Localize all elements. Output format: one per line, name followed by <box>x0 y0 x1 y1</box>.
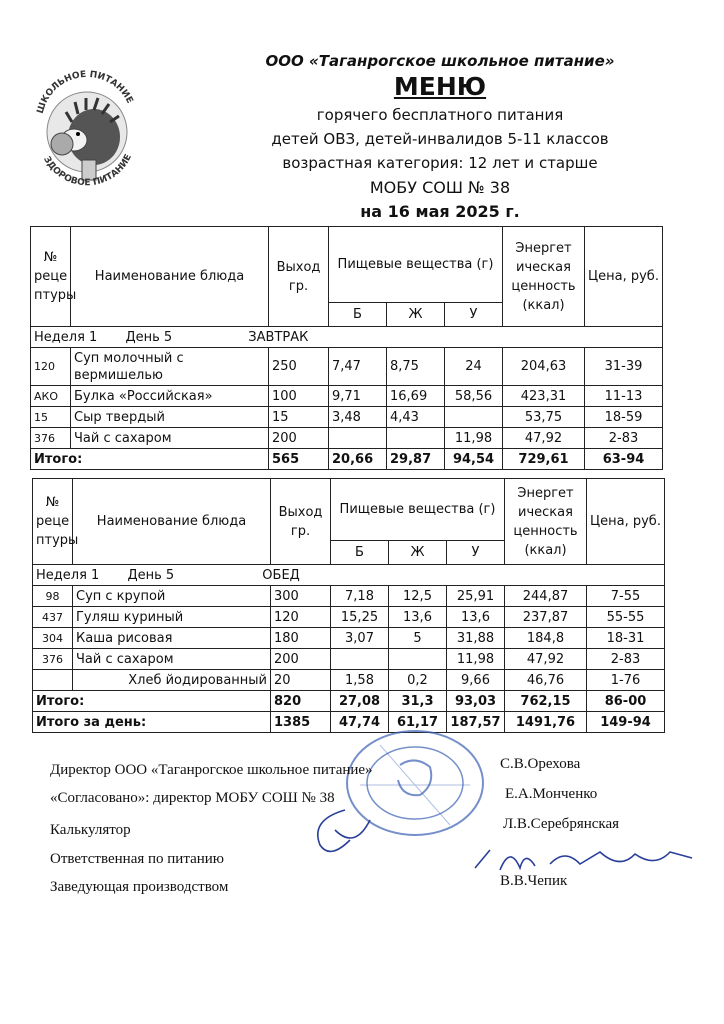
company-name: ООО «Таганрогское школьное питание» <box>265 52 615 70</box>
dish-cell: Чай с сахаром <box>73 649 271 670</box>
kcal-cell: 423,31 <box>503 386 585 407</box>
week-label: Неделя 1 <box>36 567 100 583</box>
menu-date: на 16 мая 2025 г. <box>360 202 520 221</box>
b-cell: 7,47 <box>329 348 387 386</box>
zh-cell: 16,69 <box>387 386 445 407</box>
b-cell: 7,18 <box>331 586 389 607</box>
week-day-row <box>31 327 503 348</box>
total-u: 94,54 <box>445 449 503 470</box>
table-row <box>33 670 665 691</box>
price-cell: 31-39 <box>585 348 663 386</box>
yield-cell: 200 <box>271 649 331 670</box>
zh-cell: 13,6 <box>389 607 447 628</box>
col-nutrients: Пищевые вещества (г) <box>329 227 503 303</box>
price-cell: 7-55 <box>587 586 665 607</box>
dish-cell: Чай с сахаром <box>71 428 269 449</box>
head-role: Заведующая производством <box>50 879 229 895</box>
zh-cell: 12,5 <box>389 586 447 607</box>
col-name: Наименование блюда <box>73 479 271 565</box>
yield-cell: 180 <box>271 628 331 649</box>
signature-scrawl <box>300 800 380 870</box>
u-cell: 31,88 <box>447 628 505 649</box>
calculator-role: Калькулятор <box>50 822 131 838</box>
day-total-yield: 1385 <box>271 712 331 733</box>
kcal-cell: 204,63 <box>503 348 585 386</box>
total-row <box>33 691 665 712</box>
dish-cell: Суп с крупой <box>73 586 271 607</box>
total-kcal: 762,15 <box>505 691 587 712</box>
table-row <box>31 348 663 386</box>
signature-scrawl-long <box>470 840 700 880</box>
price-cell: 2-83 <box>587 649 665 670</box>
day-total-price: 149-94 <box>587 712 665 733</box>
logo-top-text: ШКОЛЬНОЕ ПИТАНИЕ <box>35 69 135 115</box>
b-cell: 15,25 <box>331 607 389 628</box>
b-cell: 1,58 <box>331 670 389 691</box>
kcal-cell: 47,92 <box>503 428 585 449</box>
recipe-cell: 437 <box>33 607 73 628</box>
recipe-cell: 304 <box>33 628 73 649</box>
table-row <box>33 649 665 670</box>
yield-cell: 100 <box>269 386 329 407</box>
meal-label: ЗАВТРАК <box>248 329 309 345</box>
u-cell: 13,6 <box>447 607 505 628</box>
table-row <box>33 586 665 607</box>
dish-cell: Хлеб йодированный <box>73 670 271 691</box>
col-zh: Ж <box>389 541 447 565</box>
b-cell: 9,71 <box>329 386 387 407</box>
dish-cell: Сыр твердый <box>71 407 269 428</box>
total-yield: 820 <box>271 691 331 712</box>
price-cell: 11-13 <box>585 386 663 407</box>
col-u: У <box>445 303 503 327</box>
kcal-cell: 244,87 <box>505 586 587 607</box>
subtitle-line-1: горячего бесплатного питания <box>316 106 564 124</box>
director-role: Директор ООО «Таганрогское школьное питание» <box>50 762 373 778</box>
table-row <box>33 628 665 649</box>
recipe-cell: 376 <box>31 428 71 449</box>
page-title: МЕНЮ <box>393 72 487 101</box>
zh-cell: 5 <box>389 628 447 649</box>
price-cell: 55-55 <box>587 607 665 628</box>
u-cell: 11,98 <box>445 428 503 449</box>
price-cell: 18-31 <box>587 628 665 649</box>
b-cell: 3,07 <box>331 628 389 649</box>
recipe-cell <box>33 670 73 691</box>
total-label: Итого: <box>31 449 269 470</box>
col-energy: Энергет ическая ценность (ккал) <box>505 479 587 565</box>
dish-cell: Булка «Российская» <box>71 386 269 407</box>
company-logo <box>22 52 152 202</box>
b-cell <box>331 649 389 670</box>
table-row <box>31 428 663 449</box>
dish-cell: Суп молочный с вермишелью <box>71 348 269 386</box>
table-row <box>31 386 663 407</box>
price-cell: 1-76 <box>587 670 665 691</box>
yield-cell: 120 <box>271 607 331 628</box>
total-price: 63-94 <box>585 449 663 470</box>
col-yield: Выход гр. <box>271 479 331 565</box>
total-u: 93,03 <box>447 691 505 712</box>
price-cell: 2-83 <box>585 428 663 449</box>
kcal-cell: 53,75 <box>503 407 585 428</box>
total-yield: 565 <box>269 449 329 470</box>
yield-cell: 20 <box>271 670 331 691</box>
day-total-zh: 61,17 <box>389 712 447 733</box>
recipe-cell: 120 <box>31 348 71 386</box>
total-b: 27,08 <box>331 691 389 712</box>
total-b: 20,66 <box>329 449 387 470</box>
logo-bottom-text: ЗДОРОВОЕ ПИТАНИЕ <box>41 152 134 189</box>
col-zh: Ж <box>387 303 445 327</box>
school-name: МОБУ СОШ № 38 <box>369 178 511 197</box>
col-b: Б <box>329 303 387 327</box>
price-cell: 18-59 <box>585 407 663 428</box>
agreed-name: Е.А.Монченко <box>505 786 598 802</box>
day-total-label: Итого за день: <box>33 712 271 733</box>
total-price: 86-00 <box>587 691 665 712</box>
zh-cell: 4,43 <box>387 407 445 428</box>
zh-cell: 8,75 <box>387 348 445 386</box>
col-b: Б <box>331 541 389 565</box>
yield-cell: 250 <box>269 348 329 386</box>
total-row <box>31 449 663 470</box>
yield-cell: 15 <box>269 407 329 428</box>
u-cell: 9,66 <box>447 670 505 691</box>
yield-cell: 200 <box>269 428 329 449</box>
director-name: С.В.Орехова <box>500 756 581 772</box>
col-u: У <box>447 541 505 565</box>
recipe-cell: 376 <box>33 649 73 670</box>
recipe-cell: АКО <box>31 386 71 407</box>
total-zh: 29,87 <box>387 449 445 470</box>
u-cell <box>445 407 503 428</box>
yield-cell: 300 <box>271 586 331 607</box>
u-cell: 24 <box>445 348 503 386</box>
total-label: Итого: <box>33 691 271 712</box>
agreed-role: «Согласовано»: директор МОБУ СОШ № 38 <box>50 790 335 806</box>
col-nutrients: Пищевые вещества (г) <box>331 479 505 541</box>
calculator-name: Л.В.Серебрянская <box>503 816 620 832</box>
kcal-cell: 47,92 <box>505 649 587 670</box>
subtitle-line-2: детей ОВЗ, детей-инвалидов 5-11 классов <box>271 130 609 148</box>
table-row <box>33 607 665 628</box>
col-price: Цена, руб. <box>585 227 663 327</box>
u-cell: 11,98 <box>447 649 505 670</box>
u-cell: 25,91 <box>447 586 505 607</box>
day-label: День 5 <box>127 567 175 583</box>
zh-cell: 0,2 <box>389 670 447 691</box>
recipe-cell: 98 <box>33 586 73 607</box>
week-label: Неделя 1 <box>34 329 98 345</box>
age-category: возрастная категория: 12 лет и старше <box>282 154 598 172</box>
zh-cell <box>389 649 447 670</box>
recipe-cell: 15 <box>31 407 71 428</box>
b-cell: 3,48 <box>329 407 387 428</box>
total-kcal: 729,61 <box>503 449 585 470</box>
table-row <box>31 407 663 428</box>
day-total-u: 187,57 <box>447 712 505 733</box>
day-total-kcal: 1491,76 <box>505 712 587 733</box>
breakfast-table <box>30 226 663 470</box>
b-cell <box>329 428 387 449</box>
col-recipe: № реце птуры <box>31 227 71 327</box>
dish-cell: Каша рисовая <box>73 628 271 649</box>
col-energy: Энергет ическая ценность (ккал) <box>503 227 585 327</box>
day-label: День 5 <box>125 329 173 345</box>
zh-cell <box>387 428 445 449</box>
col-name: Наименование блюда <box>71 227 269 327</box>
head-name: В.В.Чепик <box>500 873 568 889</box>
meal-label: ОБЕД <box>262 567 300 583</box>
kcal-cell: 237,87 <box>505 607 587 628</box>
total-zh: 31,3 <box>389 691 447 712</box>
responsible-role: Ответственная по питанию <box>50 851 224 867</box>
dish-cell: Гуляш куриный <box>73 607 271 628</box>
kcal-cell: 46,76 <box>505 670 587 691</box>
kcal-cell: 184,8 <box>505 628 587 649</box>
col-yield: Выход гр. <box>269 227 329 327</box>
u-cell: 58,56 <box>445 386 503 407</box>
week-day-row <box>33 565 505 586</box>
lunch-table <box>32 478 665 733</box>
col-price: Цена, руб. <box>587 479 665 565</box>
col-recipe: № реце птуры <box>33 479 73 565</box>
day-total-b: 47,74 <box>331 712 389 733</box>
